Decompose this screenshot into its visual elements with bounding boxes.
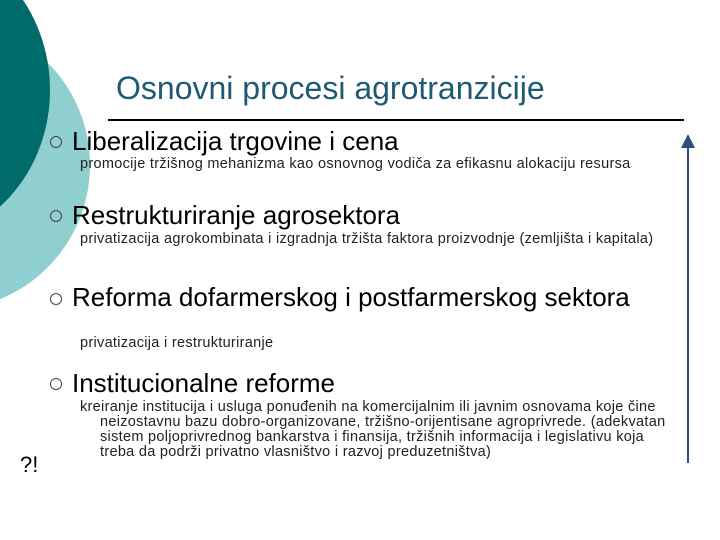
item-sub-2: privatizacija agrokombinata i izgradnja tržišta faktora proizvodnje (zemljišta i kapitala)	[80, 231, 654, 247]
item-heading-1: Liberalizacija trgovine i cena	[72, 126, 399, 156]
item-sub-3: privatizacija i restrukturiranje	[80, 335, 274, 351]
item-sub-4: kreiranje institucija i usluga ponuđenih na komercijalnim ili javnim osnovama koje čine neizostavnu bazu dobro-organizovane, tržišno-orijentisane agroprivrede. (adekvatan sistem poljoprivrednog bankarstva i finansija, tržišnih informacija i legislativu koja treba da podrži privatno vlasništvo i razvoj preduzetništva)	[80, 399, 666, 460]
item-heading-4: Institucionalne reforme	[72, 368, 336, 398]
slide-title: Osnovni procesi agrotranzicije	[116, 70, 545, 106]
side-mark: ?!	[20, 452, 39, 477]
bullet-icon	[50, 378, 62, 390]
item-sub-1: promocije tržišnog mehanizma kao osnovnog vodiča za efikasnu alokaciju resursa	[80, 156, 631, 172]
item-heading-3: Reforma dofarmerskog i postfarmerskog sektora	[72, 282, 630, 312]
arrow-up-icon	[681, 134, 695, 148]
bullet-icon	[50, 210, 62, 222]
progress-arrow-shaft	[687, 145, 689, 463]
bullet-icon	[50, 293, 62, 305]
bullet-icon	[50, 136, 62, 148]
item-heading-2: Restrukturiranje agrosektora	[72, 200, 401, 230]
title-underline	[108, 119, 684, 121]
